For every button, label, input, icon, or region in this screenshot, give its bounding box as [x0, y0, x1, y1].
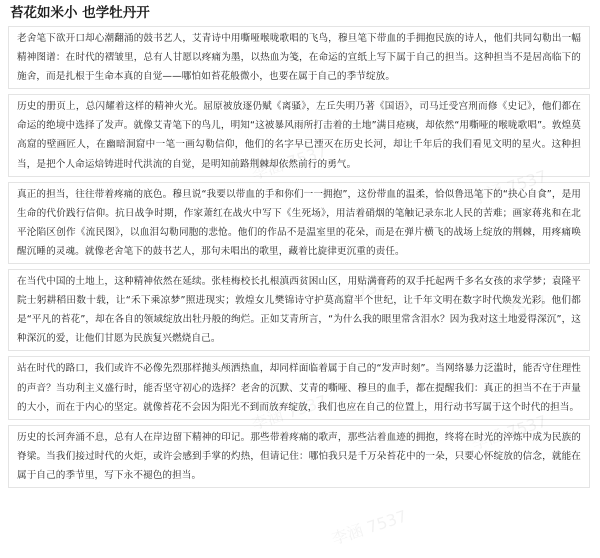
paragraph-6: 历史的长河奔涌不息，总有人在岸边留下精神的印记。那些带着疼痛的歌声，那些沾着血迹的拥抱，终将在时光的淬炼中成为民族的脊梁。当我们接过时代的火炬，或许会感到手掌的灼热，但请记住：哪怕我只是千万朵苔花中的一朵，只要心怀绽放的信念，就能在属于自己的季节里，写下永不褪色的担当。	[8, 425, 590, 488]
watermark: 李涵 7537	[329, 506, 410, 549]
paragraph-1: 老舍笔下欲开口却心潮翻涌的鼓书艺人，艾青诗中用嘶哑喉咙歌唱的飞鸟，穆旦笔下带血的手拥抱民族的诗人，他们共同勾勒出一幅精神图谱：在时代的褶皱里，总有人甘愿以疼痛为墨，以热血为笺，在命运的宣纸上写下属于自己的担当。这种担当不是居高临下的施舍，而是扎根于生命本真的自觉——哪怕如苔花般微小，也要在属于自己的季节绽放。	[8, 26, 590, 89]
paragraph-4: 在当代中国的土地上，这种精神依然在延续。张桂梅校长扎根滇西贫困山区，用贴满膏药的双手托起两千多名女孩的求学梦；袁隆平院士躬耕稻田数十载，让“禾下乘凉梦”照进现实；敦煌女儿樊锦诗守护莫高窟半个世纪，让千年文明在数字时代焕发光彩。他们都是“平凡的苔花”，却在各自的领域绽放出牡丹般的绚烂。正如艾青所言，“为什么我的眼里常含泪水？因为我对这土地爱得深沉”，这种深沉的爱，让他们甘愿为民族复兴燃烧自己。	[8, 269, 590, 351]
document-title: 苔花如米小 也学牡丹开	[10, 5, 150, 21]
paragraph-5: 站在时代的路口，我们或许不必像先烈那样抛头颅洒热血，却同样面临着属于自己的“发声时刻”。当网络暴力泛滥时，能否守住理性的声音？当功利主义盛行时，能否坚守初心的选择？老舍的沉默、艾青的嘶哑、穆旦的血手，都在提醒我们：真正的担当不在于声量的大小，而在于内心的坚定。就像苔花不会因为阳光不到而放弃绽放，我们也应在自己的位置上，用行动书写属于这个时代的担当。	[8, 356, 590, 419]
paragraph-2: 历史的册页上，总闪耀着这样的精神火光。屈原被放逐仍赋《离骚》，左丘失明乃著《国语》，司马迁受宫刑而修《史记》，他们都在命运的绝境中选择了发声。就像艾青笔下的鸟儿，明知“这被暴风雨所打击着的土地”满目疮痍，却依然“用嘶哑的喉咙歌唱”。敦煌莫高窟的壁画匠人，在幽暗洞窟中一笔一画勾勒信仰，他们的名字早已湮灭在历史长河，却让千年后的我们看见文明的星火。这种担当，是把个人命运焙铸进时代洪流的自觉，是明知前路荆棘却依然前行的勇气。	[8, 94, 590, 176]
paragraph-3: 真正的担当，往往带着疼痛的底色。穆旦说“我要以带血的手和你们一一拥抱”，这份带血的温柔，恰似鲁迅笔下的“抉心自食”，是用生命的代价践行信仰。抗日战争时期，作家萧红在战火中写下《生死场》，用洁着硝烟的笔触记录东北人民的苦难；画家蒋兆和在北平沦陷区创作《流民图》，以血泪勾勒同胞的悲怆。他们的作品不是温室里的花朵，而是在弹片横飞的战场上绽放的荆棘，用疼痛唤醒沉睡的灵魂。就像老舍笔下的鼓书艺人，那句未唱出的歌里，藏着比旋律更沉重的责任。	[8, 182, 590, 264]
